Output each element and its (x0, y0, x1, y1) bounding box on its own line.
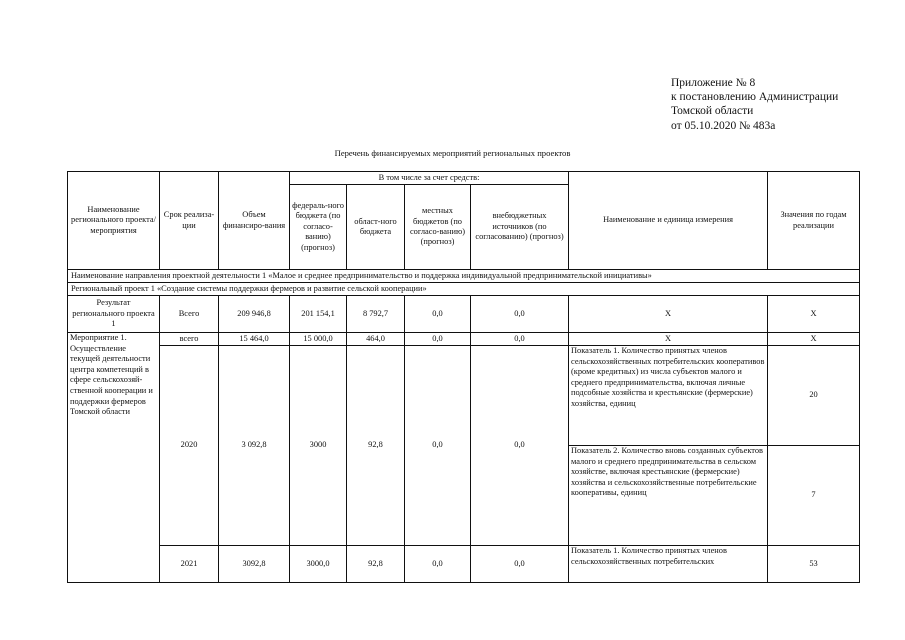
event-total-row (68, 333, 860, 346)
event-total-volume: 15 464,0 (219, 333, 290, 346)
y2021-volume: 3092,8 (219, 546, 290, 583)
result-term: Всего (160, 296, 219, 333)
result-indicator: Х (569, 296, 768, 333)
y2020-value-1: 20 (768, 346, 860, 446)
event-total-federal: 15 000,0 (290, 333, 347, 346)
header-extra: внебюджетных источников (по согласованию) (прогноз) (471, 185, 569, 270)
y2020-extra: 0,0 (471, 346, 569, 546)
appendix-line-3: Томской области (671, 105, 754, 118)
result-extra: 0,0 (471, 296, 569, 333)
y2020-indicator-1: Показатель 1. Количество принятых членов сельскохозяйственных потребительских кооперативов (кроме кредитных) из числа субъектов малого и среднего предпринимательства, включая личные подсобные хозяйства и крестьянские (фермерские) хозяйства, единиц (569, 346, 768, 446)
event-total-extra: 0,0 (471, 333, 569, 346)
result-local: 0,0 (405, 296, 471, 333)
document-title: Перечень финансируемых мероприятий региональных проектов (334, 148, 571, 158)
event-total-regional: 464,0 (347, 333, 405, 346)
y2021-extra: 0,0 (471, 546, 569, 583)
event-total-value: Х (768, 333, 860, 346)
header-incl: В том числе за счет средств: (290, 172, 569, 185)
y2021-local: 0,0 (405, 546, 471, 583)
header-regional: област-ного бюджета (347, 185, 405, 270)
event-2020-row (68, 346, 860, 446)
event-total-term: всего (160, 333, 219, 346)
result-name: Результат регионального проекта 1 (68, 296, 160, 333)
header-term: Срок реализа-ции (160, 172, 219, 270)
result-row (68, 296, 860, 333)
y2021-federal: 3000,0 (290, 546, 347, 583)
y2020-indicator-2: Показатель 2. Количество вновь созданных субъектов малого и среднего предпринимательства в сельском хозяйстве, включая крестьянские (фермерские) хозяйства и сельскохозяйственные потребительские кооперативы, единиц (569, 446, 768, 546)
y2020-value-2: 7 (768, 446, 860, 546)
y2020-volume: 3 092,8 (219, 346, 290, 546)
event-total-local: 0,0 (405, 333, 471, 346)
appendix-block (671, 76, 838, 133)
appendix-line-2: к постановлению Администрации (671, 91, 839, 104)
financing-table (67, 171, 860, 583)
appendix-line-1: Приложение № 8 (671, 77, 756, 89)
event-name: Мероприятие 1. Осуществление текущей деятельности центра компетенций в сфере сельскохозяй-ственной кооперации и поддержки фермеров Томской области (68, 333, 160, 583)
project-row: Региональный проект 1 «Создание системы поддержки фермеров и развитие сельской кооперации» (68, 283, 860, 296)
header-name: Наименование регионального проекта/ мероприятия (68, 172, 160, 270)
y2020-local: 0,0 (405, 346, 471, 546)
result-regional: 8 792,7 (347, 296, 405, 333)
y2020-regional: 92,8 (347, 346, 405, 546)
y2021-term: 2021 (160, 546, 219, 583)
event-2021-row (68, 546, 860, 583)
header-values: Значения по годам реализации (768, 172, 860, 270)
y2021-regional: 92,8 (347, 546, 405, 583)
event-total-indicator: Х (569, 333, 768, 346)
y2021-indicator-1: Показатель 1. Количество принятых членов сельскохозяйственных потребительских (569, 546, 768, 583)
y2021-value-1: 53 (768, 546, 860, 583)
result-federal: 201 154,1 (290, 296, 347, 333)
header-local: местных бюджетов (по согласо-ванию) (прогноз) (405, 185, 471, 270)
header-volume: Объем финансиро-вания (219, 172, 290, 270)
y2020-federal: 3000 (290, 346, 347, 546)
y2020-term: 2020 (160, 346, 219, 546)
header-indicator: Наименование и единица измерения (569, 172, 768, 270)
result-value: Х (768, 296, 860, 333)
direction-row: Наименование направления проектной деятельности 1 «Малое и среднее предпринимательство и поддержка индивидуальной предпринимательской инициативы» (68, 270, 860, 283)
appendix-line-4: от 05.10.2020 № 483а (671, 119, 776, 132)
header-federal: федераль-ного бюджета (по согласо-ванию) (прогноз) (290, 185, 347, 270)
result-volume: 209 946,8 (219, 296, 290, 333)
